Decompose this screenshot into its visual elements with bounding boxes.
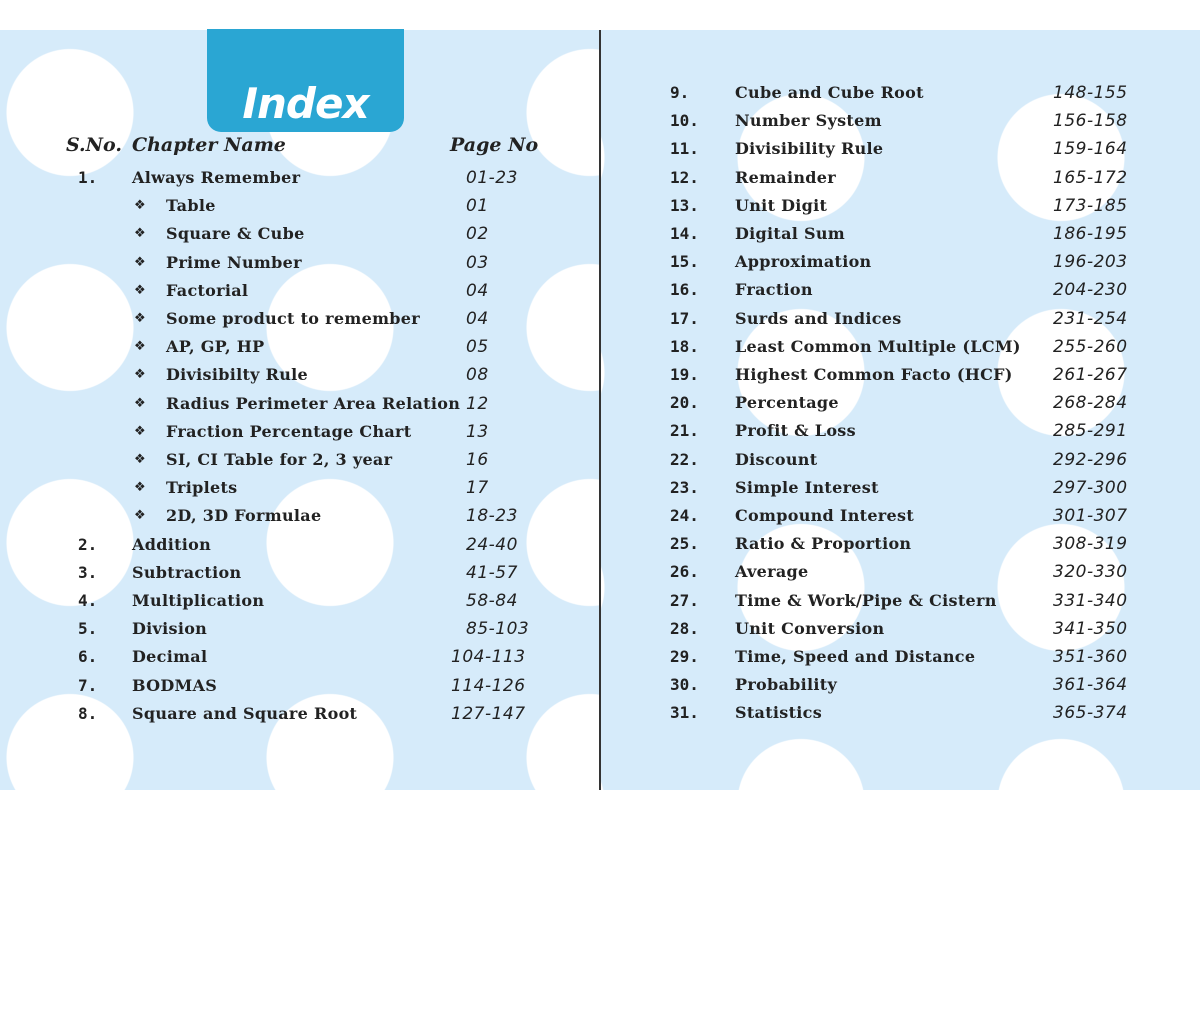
page-range: 165-172	[1053, 167, 1128, 188]
chapter-number: 4.	[78, 591, 98, 610]
page-range: 159-164	[1053, 139, 1128, 160]
chapter-title: Fraction Percentage Chart	[166, 421, 412, 441]
page-range: 186-195	[1053, 224, 1128, 244]
chapter-number: 14.	[670, 224, 699, 243]
chapter-number: 1.	[78, 168, 98, 187]
page-range: 02	[466, 224, 489, 245]
list-item	[601, 393, 1200, 419]
list-item	[601, 591, 1200, 617]
page-range: 297-300	[1053, 477, 1128, 498]
diamond-bullet-icon: ❖	[134, 395, 146, 411]
page-range: 03	[466, 252, 489, 273]
chapter-number: 17.	[670, 308, 699, 328]
page-range: 261-267	[1053, 365, 1128, 385]
page-range: 104-113	[451, 647, 526, 668]
chapter-title: Addition	[132, 534, 212, 554]
index-title: Index	[242, 79, 369, 128]
diamond-bullet-icon: ❖	[134, 339, 146, 355]
list-item	[0, 647, 600, 673]
chapter-number: 29.	[670, 647, 699, 666]
sub-list-item	[0, 281, 600, 307]
chapter-title: Always Remember	[132, 168, 301, 187]
chapter-title: Decimal	[132, 647, 208, 667]
chapter-number: 21.	[670, 421, 699, 441]
page-range: 01	[466, 196, 489, 217]
sub-list-item	[0, 422, 600, 448]
list-item	[0, 619, 600, 645]
chapter-title: Highest Common Facto (HCF)	[735, 365, 1013, 384]
page-range: 331-340	[1053, 590, 1128, 611]
list-item	[601, 478, 1200, 504]
chapter-title: Remainder	[735, 167, 836, 187]
sub-list-item	[0, 394, 600, 420]
header-chapter-name: Chapter Name	[132, 134, 286, 156]
page-range: 156-158	[1053, 111, 1128, 132]
chapter-title: AP, GP, HP	[166, 337, 265, 357]
chapter-number: 24.	[670, 506, 699, 525]
diamond-bullet-icon: ❖	[134, 452, 146, 467]
diamond-bullet-icon: ❖	[134, 254, 146, 270]
chapter-number: 31.	[670, 703, 699, 723]
chapter-title: Discount	[735, 449, 818, 469]
list-item	[0, 704, 600, 730]
list-item	[0, 563, 600, 589]
chapter-title: Probability	[735, 675, 838, 695]
sub-list-item	[0, 506, 600, 532]
page-range: 127-147	[451, 703, 526, 724]
chapter-title: Time, Speed and Distance	[735, 647, 976, 666]
chapter-number: 23.	[670, 477, 699, 497]
chapter-title: Fraction	[735, 280, 813, 300]
chapter-title: Factorial	[166, 280, 249, 300]
chapter-number: 27.	[670, 590, 699, 610]
list-item	[601, 534, 1200, 560]
sub-list-item	[0, 253, 600, 279]
page-range: 204-230	[1053, 280, 1128, 301]
list-item	[601, 506, 1200, 532]
page-range: 292-296	[1053, 449, 1128, 470]
chapter-title: Surds and Indices	[735, 308, 902, 328]
page-range: 255-260	[1053, 336, 1128, 357]
chapter-title: Radius Perimeter Area Relation	[166, 393, 461, 413]
diamond-bullet-icon: ❖	[134, 508, 146, 524]
chapter-title: Multiplication	[132, 591, 265, 610]
page-range: 196-203	[1053, 252, 1128, 273]
chapter-title: Square & Cube	[166, 224, 305, 244]
header-page-no: Page No	[450, 134, 539, 156]
list-item	[601, 196, 1200, 222]
list-item	[601, 337, 1200, 363]
chapter-number: 10.	[670, 111, 699, 131]
chapter-number: 9.	[670, 83, 690, 102]
list-item	[601, 252, 1200, 278]
diamond-bullet-icon: ❖	[134, 198, 146, 214]
header-sno: S.No.	[66, 134, 122, 156]
page-range: 16	[466, 450, 489, 470]
chapter-number: 16.	[670, 280, 699, 300]
chapter-title: Simple Interest	[735, 477, 879, 497]
chapter-title: 2D, 3D Formulae	[166, 506, 322, 526]
chapter-number: 13.	[670, 195, 699, 215]
chapter-title: Number System	[735, 111, 882, 131]
chapter-title: Some product to remember	[166, 309, 420, 328]
list-item	[601, 309, 1200, 335]
chapter-title: Square and Square Root	[132, 703, 358, 723]
chapter-title: Cube and Cube Root	[735, 83, 924, 102]
chapter-title: Prime Number	[166, 252, 302, 272]
sub-list-item	[0, 224, 600, 250]
chapter-title: Digital Sum	[735, 224, 846, 243]
chapter-title: Table	[166, 196, 216, 216]
chapter-number: 18.	[670, 336, 699, 356]
chapter-title: Percentage	[735, 393, 839, 413]
chapter-title: Subtraction	[132, 562, 242, 582]
chapter-title: Time & Work/Pipe & Cistern	[735, 590, 997, 610]
list-item	[601, 562, 1200, 588]
list-item	[601, 139, 1200, 165]
chapter-title: Ratio & Proportion	[735, 534, 912, 554]
sub-list-item	[0, 450, 600, 476]
diamond-bullet-icon: ❖	[134, 423, 146, 439]
page-range: 351-360	[1053, 647, 1128, 667]
page-range: 301-307	[1053, 506, 1128, 526]
page-range: 13	[466, 421, 489, 442]
page-range: 173-185	[1053, 195, 1128, 216]
chapter-number: 30.	[670, 675, 699, 695]
chapter-title: Unit Conversion	[735, 618, 885, 638]
chapter-number: 3.	[78, 562, 98, 582]
chapter-title: Profit & Loss	[735, 421, 856, 441]
page-range: 308-319	[1053, 534, 1128, 555]
page-range: 320-330	[1053, 562, 1128, 583]
list-item	[601, 703, 1200, 729]
list-item	[601, 675, 1200, 701]
chapter-number: 5.	[78, 619, 98, 639]
chapter-title: Average	[735, 562, 809, 582]
page-range: 85-103	[466, 619, 530, 640]
page-range: 231-254	[1053, 308, 1128, 329]
page-range: 361-364	[1053, 675, 1128, 696]
page-range: 18-23	[466, 506, 518, 527]
chapter-title: BODMAS	[132, 675, 218, 695]
sub-list-item	[0, 365, 600, 391]
page-range: 04	[466, 280, 489, 301]
list-item	[601, 224, 1200, 250]
chapter-number: 11.	[670, 139, 699, 159]
page-range: 365-374	[1053, 703, 1128, 724]
page-range: 17	[466, 478, 489, 499]
chapter-title: Division	[132, 619, 208, 639]
diamond-bullet-icon: ❖	[134, 480, 146, 496]
page-range: 58-84	[466, 591, 518, 611]
chapter-number: 6.	[78, 647, 98, 667]
chapter-title: Divisibility Rule	[735, 139, 884, 159]
list-item	[0, 591, 600, 617]
list-item	[0, 676, 600, 702]
chapter-title: Divisibilty Rule	[166, 365, 309, 385]
chapter-number: 26.	[670, 562, 699, 582]
chapter-number: 19.	[670, 365, 699, 384]
page-range: 24-40	[466, 534, 518, 555]
page-range: 05	[466, 337, 489, 358]
sub-list-item	[0, 196, 600, 222]
page-range: 148-155	[1053, 83, 1128, 103]
chapter-number: 28.	[670, 618, 699, 638]
list-item	[0, 535, 600, 561]
page-range: 341-350	[1053, 618, 1128, 639]
page-range: 08	[466, 365, 489, 386]
chapter-number: 22.	[670, 449, 699, 469]
list-item	[601, 280, 1200, 306]
chapter-number: 25.	[670, 534, 699, 554]
chapter-title: Triplets	[166, 478, 238, 498]
chapter-number: 2.	[78, 534, 98, 554]
chapter-title: Compound Interest	[735, 506, 915, 525]
page-range: 41-57	[466, 562, 518, 583]
diamond-bullet-icon: ❖	[134, 226, 146, 242]
sub-list-item	[0, 478, 600, 504]
diamond-bullet-icon: ❖	[134, 367, 146, 383]
chapter-title: Least Common Multiple (LCM)	[735, 336, 1021, 356]
page-range: 04	[466, 309, 489, 329]
list-item	[601, 168, 1200, 194]
chapter-number: 12.	[670, 167, 699, 187]
list-item	[601, 365, 1200, 391]
chapter-number: 8.	[78, 703, 98, 723]
list-item	[601, 450, 1200, 476]
page-range: 268-284	[1053, 393, 1128, 414]
sub-list-item	[0, 337, 600, 363]
chapter-number: 7.	[78, 675, 98, 695]
list-item	[601, 111, 1200, 137]
list-item	[601, 421, 1200, 447]
page-range: 12	[466, 393, 489, 414]
chapter-title: Approximation	[735, 252, 872, 272]
page-range: 01-23	[466, 168, 518, 188]
chapter-number: 20.	[670, 393, 699, 413]
diamond-bullet-icon: ❖	[134, 282, 146, 298]
list-item	[601, 83, 1200, 109]
list-item	[601, 647, 1200, 673]
chapter-title: SI, CI Table for 2, 3 year	[166, 450, 393, 469]
chapter-title: Unit Digit	[735, 195, 828, 215]
page-range: 114-126	[451, 675, 526, 696]
chapter-number: 15.	[670, 252, 699, 272]
diamond-bullet-icon: ❖	[134, 311, 146, 326]
sub-list-item	[0, 309, 600, 335]
list-item	[0, 168, 600, 194]
list-item	[601, 619, 1200, 645]
chapter-title: Statistics	[735, 703, 823, 723]
page-range: 285-291	[1053, 421, 1128, 442]
